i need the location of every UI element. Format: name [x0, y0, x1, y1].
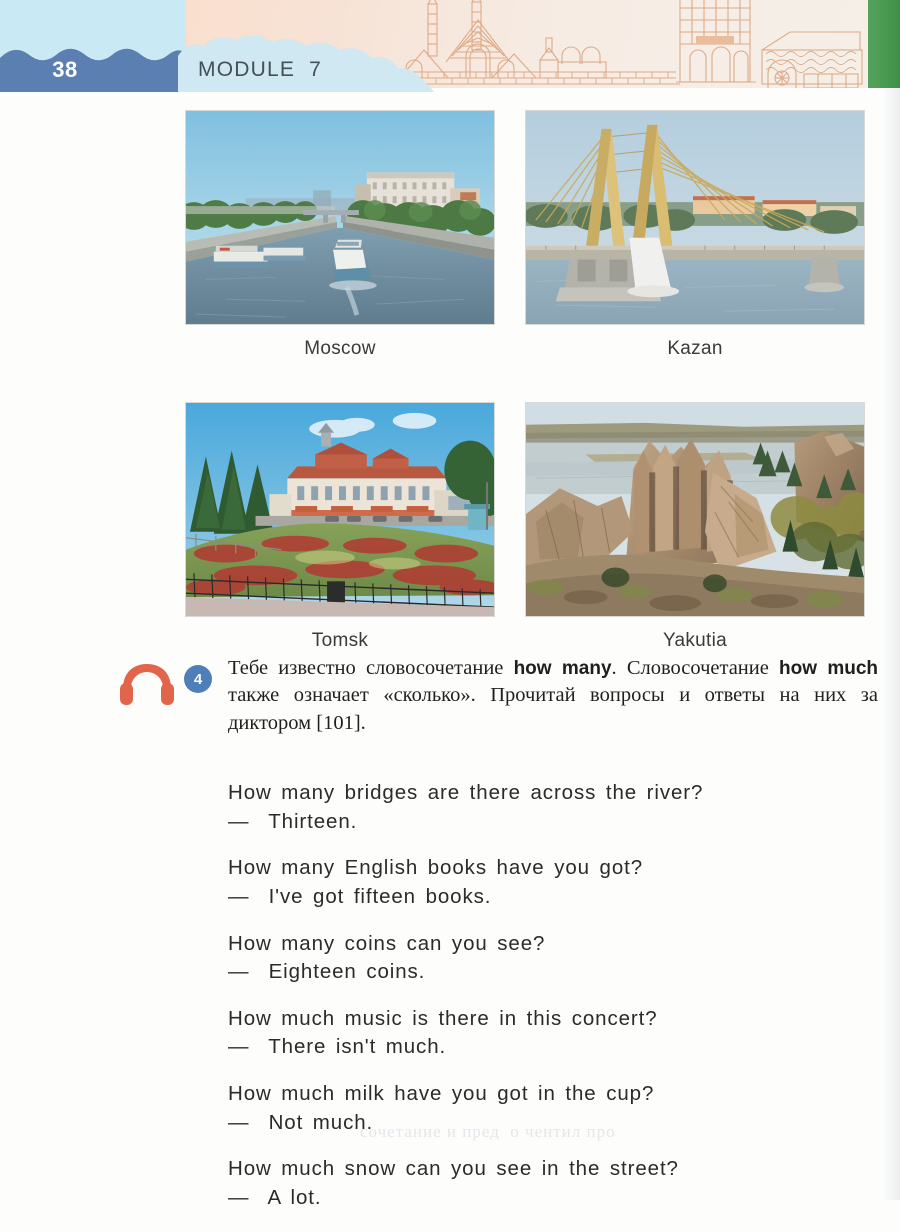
photo-moscow [185, 110, 495, 325]
photo-cell-moscow [185, 110, 495, 360]
page-number: 38 [52, 57, 78, 82]
qa-pair [228, 1081, 878, 1136]
photo-caption-kazan: Kazan [667, 338, 723, 359]
instruction-bold-how-many: how many [513, 658, 612, 679]
instruction-part-3: также означает «сколько». Прочитай вопросы и ответы на них за диктором [101]. [228, 684, 878, 734]
photo-cell-tomsk [185, 402, 495, 652]
qa-question: How much music is there in this concert? [228, 1006, 658, 1030]
reverse-page-bleed-through: сочетание и пред о чентил про [360, 1122, 616, 1141]
photo-row-spacer [185, 360, 865, 402]
cityscape-icon [380, 0, 870, 88]
instruction-bold-how-much: how much [779, 658, 878, 679]
photo-caption-yakutia: Yakutia [662, 630, 728, 651]
photo-tomsk [185, 402, 495, 617]
photo-grid [185, 110, 865, 652]
photo-row-top [185, 110, 865, 360]
exercise-icon-group [118, 659, 228, 719]
photo-caption-moscow: Moscow [304, 338, 376, 359]
qa-pair [228, 1156, 878, 1211]
qa-question: How much snow can you see in the street? [228, 1157, 679, 1181]
module-title: MODULE 7 [198, 58, 322, 81]
qa-question: How much milk have you got in the cup? [228, 1082, 655, 1106]
page-header [0, 0, 900, 92]
header-green-strip [868, 0, 900, 88]
instruction-part-1: Тебе известно словосочетание [228, 657, 514, 679]
qa-answer: — I've got fifteen books. [228, 884, 492, 908]
qa-pair [228, 1006, 878, 1061]
photo-cell-kazan [525, 110, 865, 360]
photo-kazan [525, 110, 865, 325]
exercise-number-badge: 4 [184, 665, 212, 693]
exercise-block [118, 655, 878, 737]
qa-question: How many English books have you got? [228, 856, 644, 880]
instruction-part-2: . Словосочетание [611, 657, 780, 679]
qa-pair [228, 780, 878, 835]
qa-answer: — Thirteen. [228, 809, 358, 833]
qa-answer: — There isn't much. [228, 1035, 447, 1059]
photo-caption-tomsk: Tomsk [311, 630, 369, 651]
headphones-icon [118, 661, 176, 712]
qa-question: How many bridges are there across the river? [228, 781, 704, 804]
qa-pair [228, 931, 878, 986]
photo-yakutia [525, 402, 865, 617]
qa-question: How many coins can you see? [228, 931, 546, 955]
qa-answer: — A lot. [228, 1186, 322, 1210]
dialogue-list [228, 780, 878, 1232]
qa-answer: — Eighteen coins. [228, 960, 426, 984]
photo-cell-yakutia [525, 402, 865, 652]
exercise-instruction [228, 655, 878, 737]
photo-row-bottom [185, 402, 865, 652]
qa-pair [228, 855, 878, 910]
qa-answer: — Not much. [228, 1110, 374, 1134]
page-edge-shading [882, 88, 900, 1200]
